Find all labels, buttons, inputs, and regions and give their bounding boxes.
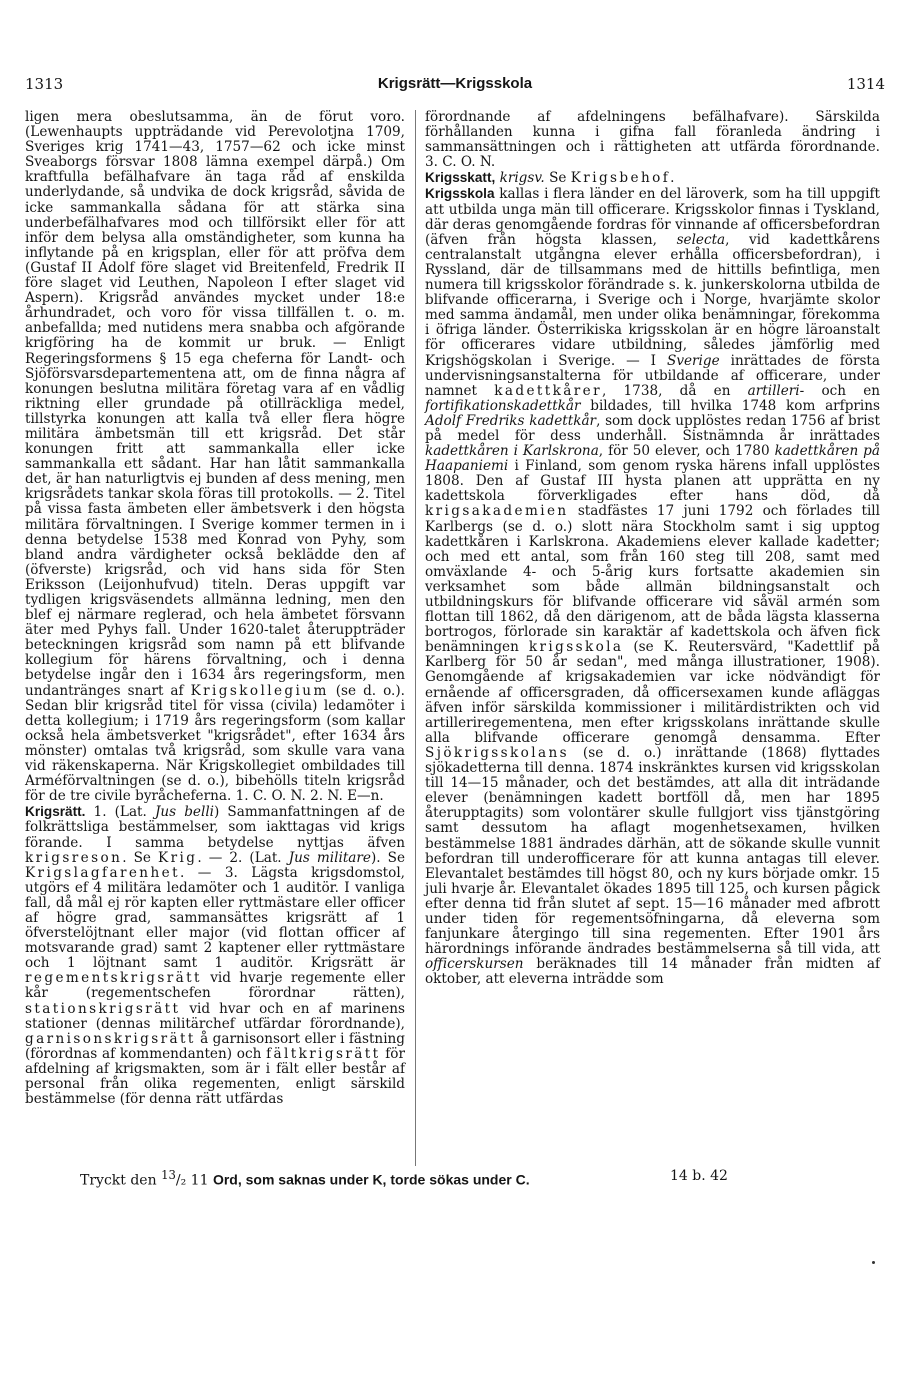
entry-krigsskatt: Krigsskatt, krigsv. Se Krigsbehof.	[425, 170, 675, 187]
right-column	[425, 110, 880, 987]
headword-krigsskola: Krigsskola	[425, 186, 495, 202]
printed-label: Tryckt den	[80, 1172, 157, 1189]
entry-krigsratt-continuation: förordnande af afdelningens befälhafvare). Särskilda förhållanden kunna i gifna fall föranleda ändring i sammansättningen och i rättigheten att utfärda förordnande. 3. C. O. N.	[425, 109, 880, 171]
page-number-right: 1314	[846, 75, 885, 93]
page-number-left: 1313	[25, 75, 64, 93]
author-signature: 1. C. O. N. 2. N. E—n.	[235, 788, 384, 805]
column-divider	[415, 110, 416, 1166]
lookup-notice: Ord, som saknas under K, torde sökas under C.	[212, 1171, 530, 1188]
printed-date-rest: /₂ 11	[175, 1172, 209, 1189]
printed-date-day: 13	[161, 1168, 176, 1182]
left-column	[25, 110, 405, 1107]
headword-krigsratt: Krigsrätt.	[25, 804, 86, 820]
page-header	[25, 75, 885, 97]
entry-krigsrad-continuation: ligen mera obeslutsamma, än de förut voro. (Lewenhaupts uppträdande vid Perevolotjna 1709, Sveriges krig 1741—43, 1757—62 och icke minst Sveaborgs försvar 1808 lämna exempel därpå.) Om kraftfulla befälhafvare än taga råd af enskilda underlydande, så undvika de dock krigsråd, såvida de icke sammankalla sådana för att stärka sina underbefälhafvares mod och tillförsikt eller för att inför dem belysa alla omständigheter, som kunna ha inflytande på en krigsplan, eller för att pröfva dem (Gustaf II Adolf före slaget vid Breitenfeld, Fredrik II före slaget vid Leuthen, Napoleon I efter slaget vid Aspern). Krigsråd användes mycket under 18:e århundradet, och voro för vissa tillfällen t. o. m. anbefallda; med nutidens mera snabba och afgörande krigföring ha de kommit ur bruk. — Enligt Regeringsformens § 15 ega cheferna för Landt- och Sjöförsvarsdepartementena att, om de finna några af konungen beslutna militära företag vara af en vådlig riktning eller grundade på otillräckliga medel, tillstyrka konungen att kalla två eller flera högre militära ämbetsmän till ett krigsråd. Det står konungen fritt att sammankalla eller icke sammankalla ett sådant. Har han låtit sammankalla det, är han naturligtvis ej bunden af dess mening, men krigsrådets tankar skola föras till protokolls. — 2. Titel på vissa fasta ämbeten eller ämbetsverk i den högsta militära förvaltningen. I Sverige kommer termen in i denna betydelse 1538 med Konrad von Pyhy, som bland andra värdigheter också beklädde den af (öfverste) krigsråd, och vid hans sida för Sten Eriksson (Leijonhufvud) titeln. Deras uppgift var tydligen krigsväsendets allmänna ledning, men den blef ej närmare reglerad, och hela ämbetet försvann äter med Pyhys fall. Under 1620-talet återuppträder beteckningen krigsråd som namn på ett blifvande kollegium för härens förvaltning, och i denna betydelse ingår den i 1634 års regeringsform, men undantränges snart af Krigskollegium (se d. o.). Sedan blir krigsråd titel för vissa (civila) ledamöter i detta kollegium; i 1719 års regeringsform (som kallar också hela ämbetsverket "krigsrådet", efter 1634 års mönster) omtalas två krigsråd, som skulle vara vana vid räkenskaperna. När Krigskollegiet ombildades till Arméförvaltningen (se d. o.), bibehölls titeln krigsråd för de tre civile byråcheferna. 1. C. O. N. 2. N. E—n.	[25, 109, 406, 805]
page-footer	[80, 1168, 760, 1189]
entry-krigsratt: Krigsrätt. 1. (Lat. Jus belli) Sammanfattningen af de folkrättsliga bestämmelser, som iakttagas vid krigs förande. I samma betydelse nyttjas äfven krigsreson. Se Krig. — 2. (Lat. Jus militare). Se Krigslagfarenhet. — 3. Lägsta krigsdomstol, utgörs ef 4 militära ledamöter och 1 auditör. I vanliga fall, då mål ej rör kapten eller ryttmästare eller officer af högre grad, sammansättes krigsrätt af 1 öfverstelöjtnant eller major (vid flottan officer af motsvarande grad) samt 2 kaptener eller ryttmästare och 1 löjtnant samt 1 auditör. Krigsrätt är regementskrigsrätt vid hvarje regemente eller kår (regementschefen förordnar rätten), stationskrigsrätt vid hvar och en af marinens stationer (dennas militärchef utfärdar förordnande), garnisonskrigsrätt å garnisonsort eller i fästning (förordnas af kommendanten) och fältkrigsrätt för afdelning af krigsmakten, som är i fält eller består af personal från olika regementen, enligt särskild bestämmelse (för denna rätt utfärdas	[25, 804, 405, 1108]
sheet-signature: 14 b. 42	[670, 1168, 728, 1184]
entry-krigsskola: Krigsskola kallas i flera länder en del läroverk, som ha till uppgift att utbilda unga män till officerare. Krigsskolor finnas i Tyskland, där deras genomgående fordras för vinnande af officersbefordran (äfven från högsta klassen, selecta, vid kadettkårens centralanstalt utgångna elever erhålla officersbefordran), i Ryssland, där de tillsammans med de hittills befintliga, men numera till krigsskolor förändrade s. k. junkerskolorna utbilda de blifvande officerarna, i Sverige och i Norge, hvarjämte skolor med samma ändamål, men under olika benämningar, förekomma i öfriga länder. Österrikiska krigsskolan är en högre läroanstalt för officerares vidare utbildning, således jämförlig med Krigshögskolan i Sverige. — I Sverige inrättades de första undervisningsanstalterna för utbildande af officerare, under namnet kadettkårer, 1738, då en artilleri- och en fortifikationskadettkår bildades, till hvilka 1748 kom arfprins Adolf Fredriks kadettkår, som dock upplöstes redan 1756 af brist på medel för dess underhåll. Sistnämnda år inrättades kadettkåren i Karlskrona, för 50 elever, och 1780 kadettkåren på Haapaniemi i Finland, som genom ryska härens infall upplöstes 1808. Den af Gustaf III hysta planen att upprätta en ny kadettskola förverkligades efter hans död, då krigsakademien stadfästes 17 juni 1792 och förlades till Karlbergs (se d. o.) slott nära Stockholm samt i sig upptog kadettkåren i Karlskrona. Akademiens elever kallade kadetter; och med ett antal, som från 160 steg till 208, samt med omväxlande 4- och 5-årig kurs fortsatte akademien sin verksamhet som både allmän bildningsanstalt och utbildningskurs för blifvande officerare vid såväl armén som flottan till 1862, då den därigenom, att de båda lägsta klasserna bortrogos, förlorade sin karaktär af kadettskola och äfven fick benämningen krigsskola (se K. Reutersvärd, "Kadettlif på Karlberg för 50 år sedan", med många illustrationer, 1908). Genomgående af krigsakademien var icke nödvändigt för ernående af officersgraden, då officersexamen kunde afläggas äfven inför särskilda kommissioner i militärdistrikten och vid artilleriregementena, men efter krigsskolans inrättande skulle alla blifvande officerare genomgå densamma. Efter Sjökrigsskolans (se d. o.) inrättande (1868) flyttades sjökadetterna till denna. 1874 inskränktes kursen vid krigsskolan till 14—15 månader, och det bestämdes, att alla dit inträdande elever (benämningen kadett bortföll då, men har 1895 återupptagits) som volontärer skulle fullgjort viss tjänstgöring samt dessutom ha aflagt mogenhetsexamen, hvilken bestämmelse 1881 ändrades därhän, att de sökande skulle vunnit befordran till underofficerare för att kunna antagas till elever. Elevantalet bestämdes till högst 80, och ny kurs började omkr. 15 juli hvarje år. Elevantalet ökades 1895 till 125, och kursen pågick efter denna tid från slutet af sept. 15—16 månader med afbrott under tiden för regementsöfningarna, då eleverna som fanjunkare återgingo till sina regementen. Efter 1901 års härordnings införande ändrades bestämmelserna så till vida, att officerskursen beräknades till 14 månader från midten af oktober, att eleverna inträdde som	[425, 186, 880, 988]
running-title: Krigsrätt—Krigsskola	[377, 75, 533, 92]
headword-krigsskatt: Krigsskatt,	[425, 170, 496, 186]
author-signature: 3. C. O. N.	[425, 154, 496, 171]
print-speck	[872, 1261, 875, 1264]
